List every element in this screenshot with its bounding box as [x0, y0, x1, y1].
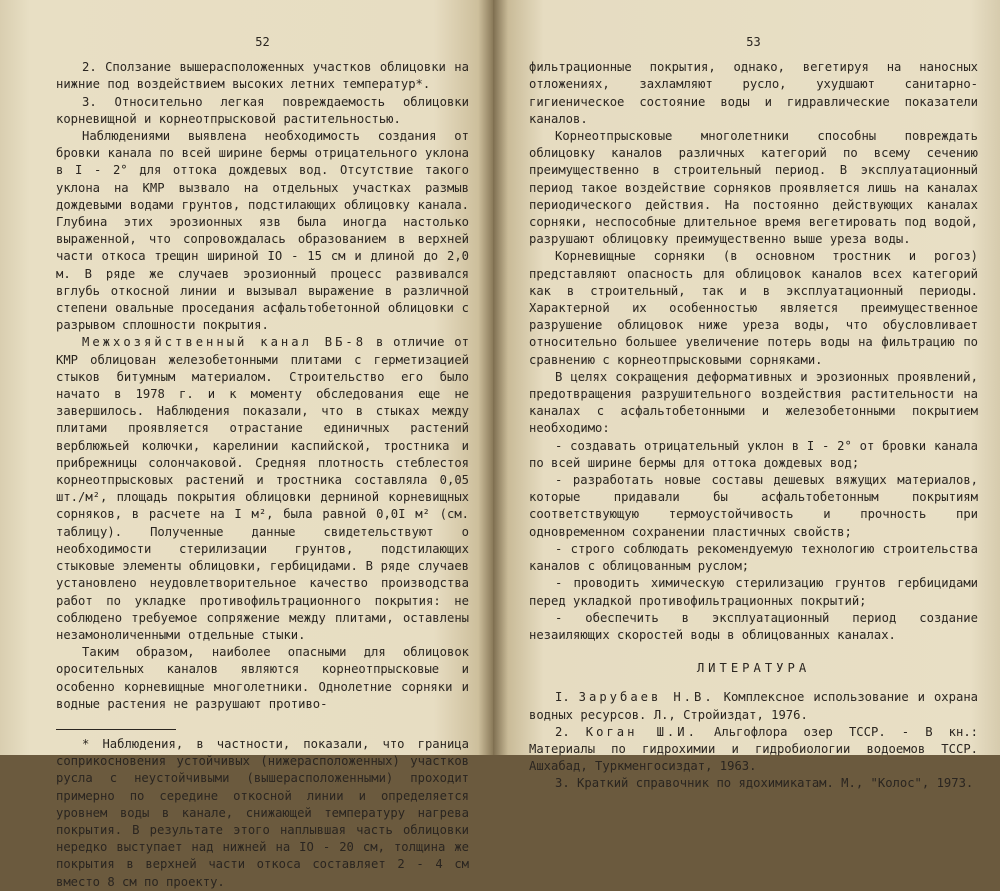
paragraph: 3. Относительно легкая повреждаемость облицовки корневищной и корнеотпрысковой растительностью.: [56, 94, 469, 126]
paragraph: Корневищные сорняки (в основном тростник и рогоз) представляют опасность для облицовок каналов всех категорий как в строительный, так и в эксплуатационный периоды. Характерной их особенностью является преимущественное разрушение облицовок ниже уреза воды, что обусловливает относительно большее увеличение потерь воды на фильтрацию по сравнению с корнеотпрысковыми сорняками.: [529, 249, 978, 367]
paragraph: Корнеотпрысковые многолетники способны повреждать облицовку каналов различных категорий по всему сечению преимущественно в строительный период. В эксплуатационный период такое воздействие сорняков проявляется лишь на каналах периодического действия. На постоянно действующих каналах сорняки, неспособные длительное время вегетировать под водой, разрушают облицовку преимущественно выше уреза воды.: [529, 129, 978, 247]
reference-number: I.: [555, 690, 570, 705]
canal-title: Межхозяйственный канал ВБ-8: [82, 335, 367, 350]
reference-number: 2.: [555, 724, 570, 739]
footnote: * Наблюдения, в частности, показали, что граница соприкосновения устойчивых (нижерасположенных) участков русла с неустойчивыми (вышерасположенными) проходит примерно по середине откосной линии и определяется уровнем воды в канале, снижающей температуру нагрева покрытия. В результате этого наплывшая часть облицовки нередко выступает над нижней на IO - 20 см, толщина же покрытия в верхней части откоса составляет 2 - 4 см вместо 8 см по проекту.: [56, 736, 469, 889]
list-item: - разработать новые составы дешевых вяжущих материалов, которые придавали бы асфальтобетонным покрытиям соответствующую термоустойчивость и прочность при одновременном сохранении пластичных свойств;: [529, 473, 978, 539]
conclusion-paragraph: Таким образом, наиболее опасными для облицовок оросительных каналов являются корнеотпрысковые и особенно корневищные многолетники. Однолетние сорняки и водные растения не разрушают противо-: [56, 645, 469, 711]
reference-number: 3.: [555, 776, 570, 791]
right-page: [493, 0, 1000, 791]
reference-text: Комплексное использование и охрана водных ресурсов. Л., Стройиздат, 1976.: [529, 690, 978, 722]
left-page: [0, 0, 493, 889]
footnote-divider: [56, 729, 176, 730]
reference-item: [529, 689, 978, 723]
list-item: - обеспечить в эксплуатационный период создание незаиляющих скоростей воды в облицованных каналах.: [529, 610, 978, 642]
literature-heading: ЛИТЕРАТУРА: [696, 661, 811, 676]
list-item: - строго соблюдать рекомендуемую технологию строительства каналов с облицованным руслом;: [529, 541, 978, 574]
paragraph: 2. Сползание вышерасположенных участков облицовки на нижние под воздействием высоких летних температур*.: [56, 60, 469, 92]
reference-text: Краткий справочник по ядохимикатам. М., "Колос", 1973.: [577, 776, 974, 791]
reference-author: Зарубаев Н.В.: [578, 690, 715, 705]
reference-item: [529, 724, 978, 776]
page-number-right: 53: [746, 35, 761, 49]
reference-text: Альгофлора озер ТССР. - В кн.: Материалы по гидрохимии и гидробиологии водоемов ТССР. Ашхабад, Туркменгосиздат, 1963.: [529, 724, 978, 774]
page-number-left: 52: [255, 35, 270, 49]
canal-text: в отличие от КМР облицован железобетонными плитами с герметизацией стыков битумным материалом. Строительство его было начато в 1978 г. и к моменту обследования еще не завершилось. Наблюдения показали, что в стыках между плитами проявляется отрастание единичных растений верблюжьей колючки, карелинии каспийской, тростника и прибрежницы солончаковой. Средняя плотность стеблестоя корнеотпрысковых растений и тростника составляла 0,05 шт./м², площадь покрытия облицовки дерниной корневищных сорняков, в расчете на I м², была равной 0,0I м² (см. таблицу). Полученные данные свидетельствуют о необходимости стерилизации грунтов, подстилающих стыковые элементы облицовки, гербицидами. В ряде случаев установлено неудовлетворительное качество производства работ по укладке противофильтрационного покрытия: не соблюдено требуемое сопряжение между плитами, оставлены незамоноличенными отдельные стыки.: [56, 335, 469, 642]
reference-author: Коган Ш.И.: [585, 724, 698, 739]
canal-paragraph: [56, 334, 469, 644]
paragraph: Наблюдениями выявлена необходимость создания от бровки канала по всей ширине бермы отрицательного уклона в I - 2° для оттока дождевых вод. Отсутствие такого уклона на КМР вызвало на отдельных участках размыв дождевыми водами грунтов, подстилающих облицовку канала. Глубина этих эрозионных язв была иногда настолько выраженной, что сопровождалась образованием в верхней части откоса трещин шириной IO - 15 см и длиной до 2,0 м. В ряде же случаев эрозионный процесс развивался вглубь откосной линии и вызывал выражение в различной степени овальные проседания асфальтобетонной облицовки с разрывом сплошности покрытия.: [56, 129, 469, 333]
reference-item: [529, 775, 978, 792]
list-item: - создавать отрицательный уклон в I - 2° от бровки канала по всей ширине бермы для оттока дождевых вод;: [529, 438, 978, 470]
paragraph: фильтрационные покрытия, однако, вегетируя на наносных отложениях, захламляют русло, ухудшают санитарно-гигиеническое состояние воды и гидравлические показатели каналов.: [529, 60, 978, 126]
list-item: - проводить химическую стерилизацию грунтов гербицидами перед укладкой противофильтрационных покрытий;: [529, 576, 978, 608]
paragraph: В целях сокращения деформативных и эрозионных проявлений, предотвращения разрушительного воздействия растительности на каналах с асфальтобетонными и железобетонными покрытием необходимо:: [529, 369, 978, 436]
